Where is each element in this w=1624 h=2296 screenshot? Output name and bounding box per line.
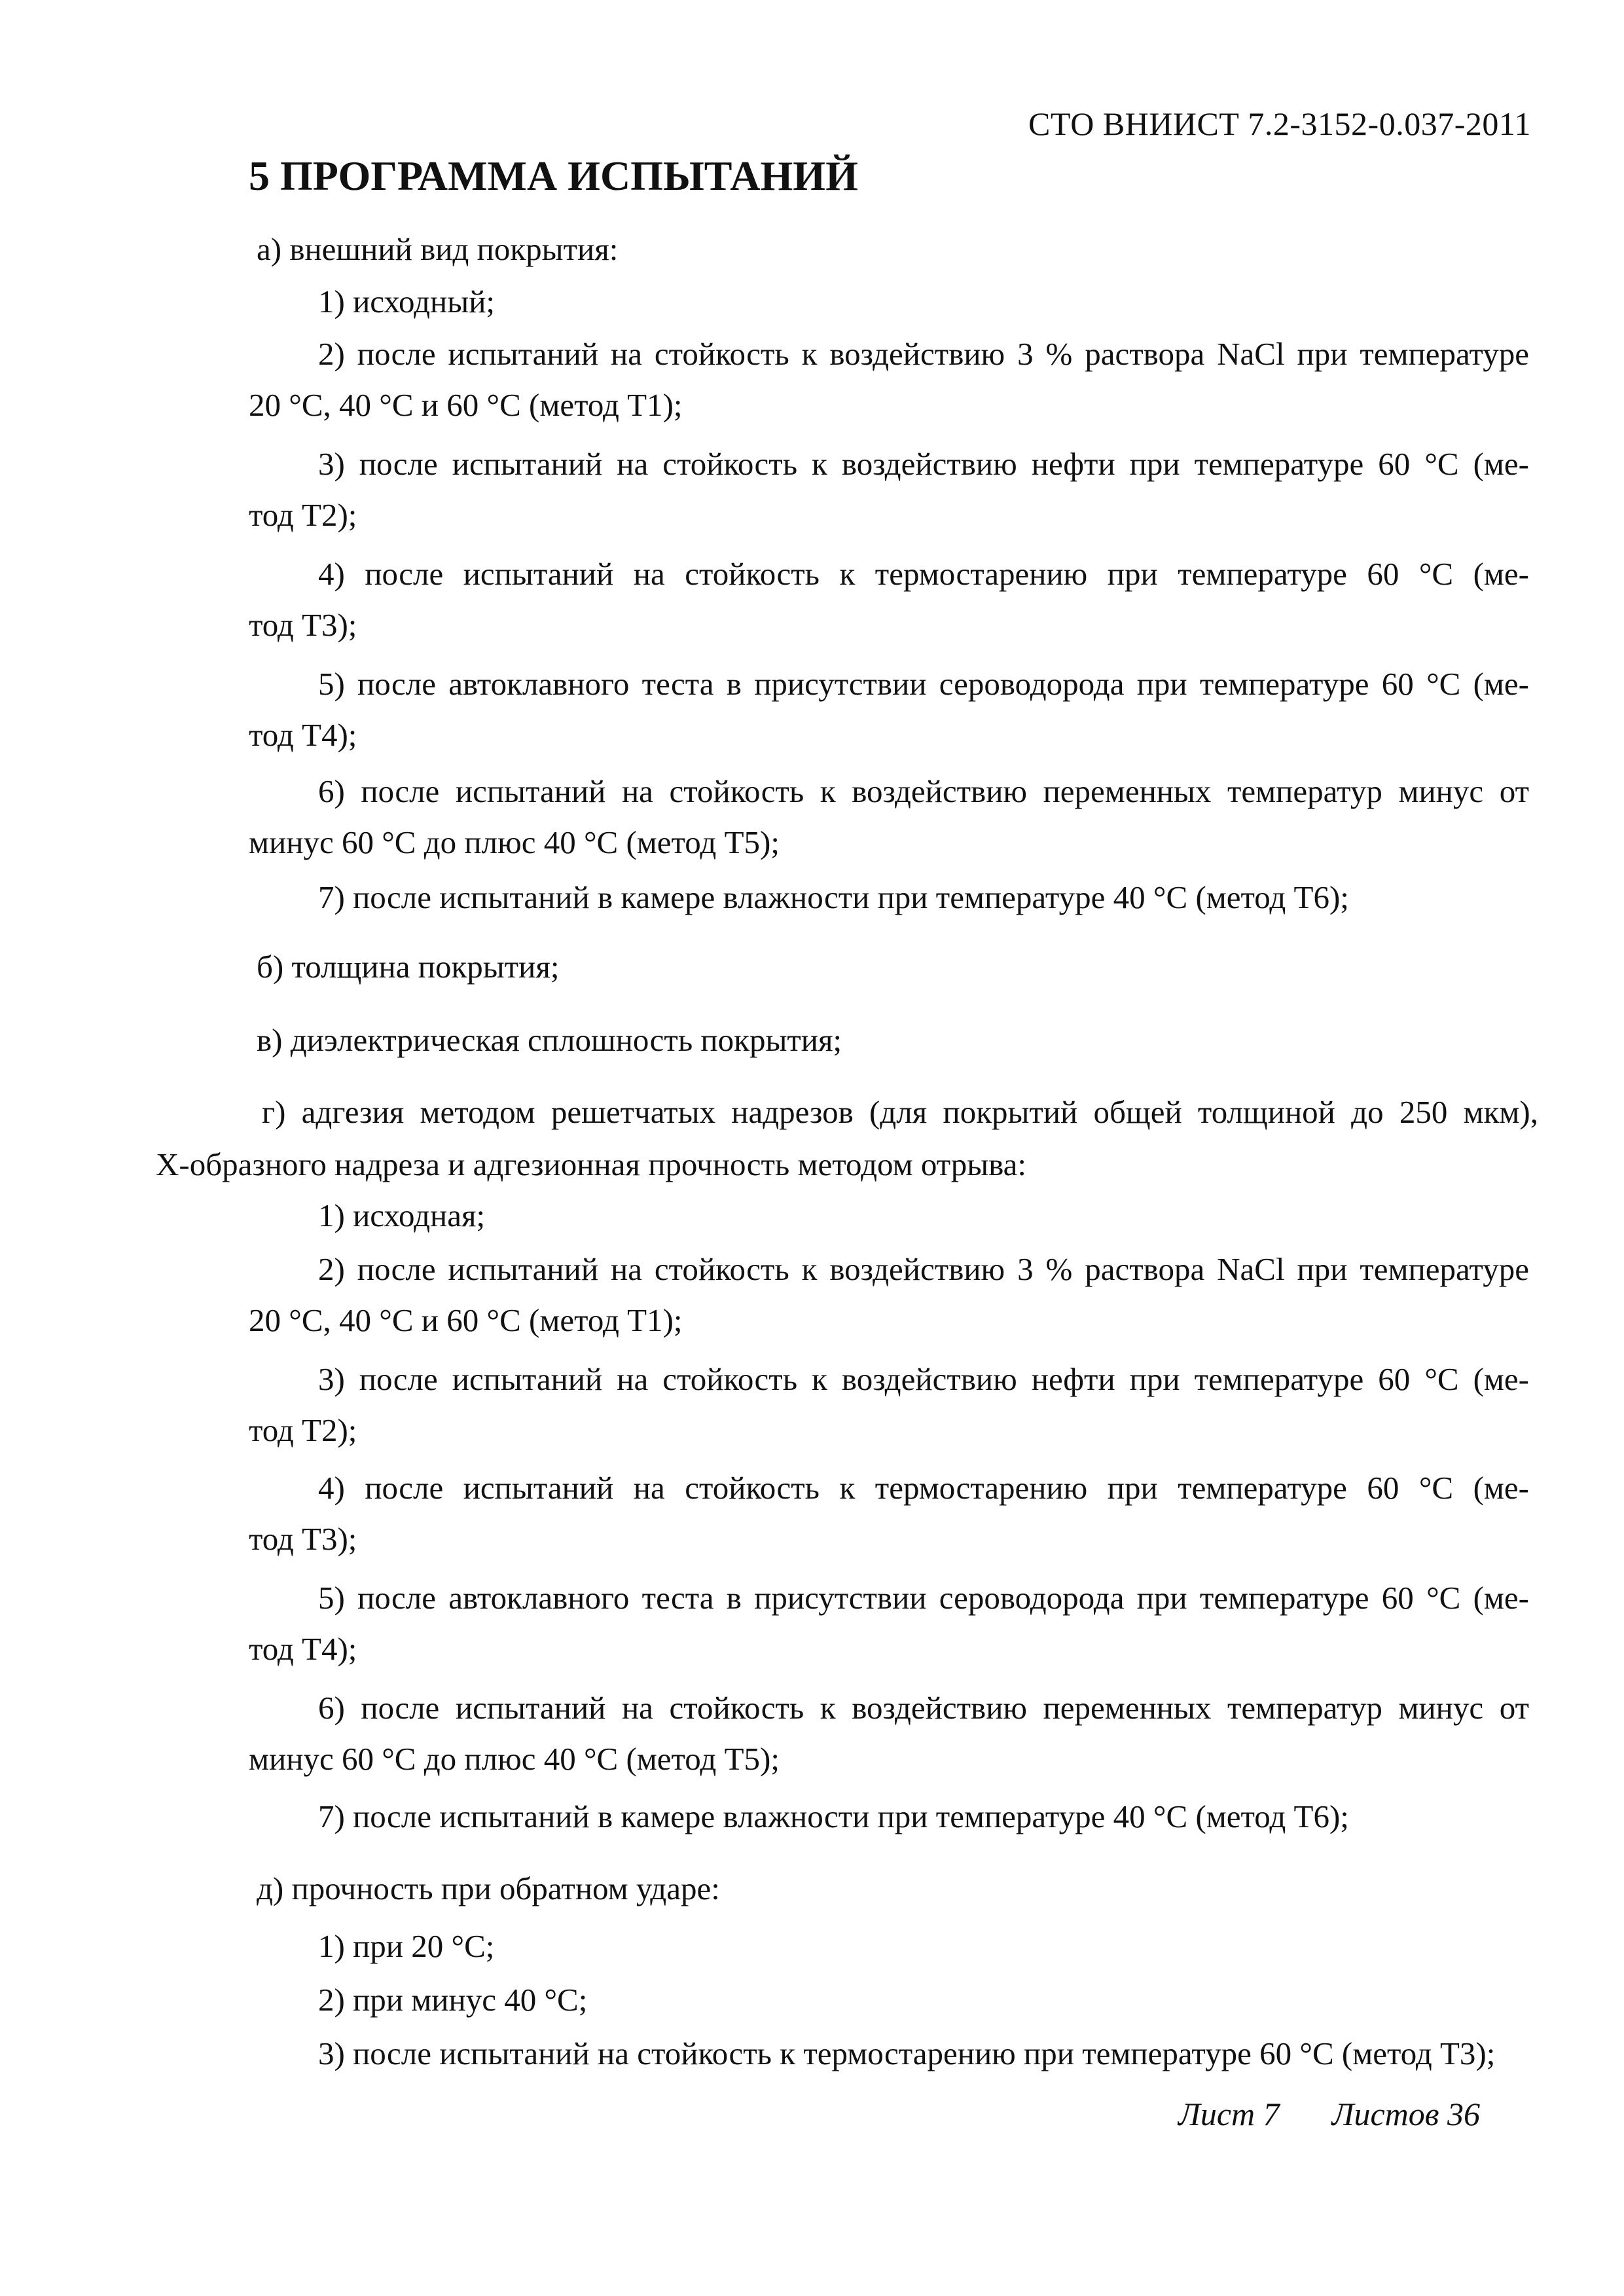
- item-g7: 7) после испытаний в камере влажности при температуре 40 °С (метод Т6);: [318, 1798, 1349, 1834]
- item-a3-line2: тод Т2);: [249, 497, 357, 533]
- item-b-label: б) толщина покрытия;: [257, 949, 560, 985]
- item-a6-line2: минус 60 °С до плюс 40 °С (метод Т5);: [249, 824, 780, 860]
- page-footer: [1178, 2095, 1480, 2133]
- item-g3-line1: 3) после испытаний на стойкость к воздействию нефти при температуре 60 °С (ме-: [318, 1361, 1529, 1397]
- item-a-label: а) внешний вид покрытия:: [257, 231, 619, 267]
- item-g5-line2: тод Т4);: [249, 1631, 357, 1667]
- item-v-label: в) диэлектрическая сплошность покрытия;: [257, 1022, 842, 1058]
- item-g2-line2: 20 °С, 40 °С и 60 °С (метод Т1);: [249, 1302, 683, 1338]
- item-d-label: д) прочность при обратном ударе:: [257, 1870, 720, 1906]
- item-g-line2: Х-образного надреза и адгезионная прочность методом отрыва:: [156, 1146, 1027, 1182]
- item-a5-line2: тод Т4);: [249, 717, 357, 753]
- item-a2-line1: 2) после испытаний на стойкость к воздействию 3 % раствора NaCl при температуре: [318, 336, 1529, 372]
- item-a1: 1) исходный;: [318, 283, 496, 319]
- item-d2: 2) при минус 40 °С;: [318, 1982, 588, 2018]
- item-g6-line2: минус 60 °С до плюс 40 °С (метод Т5);: [249, 1741, 780, 1777]
- item-a6-line1: 6) после испытаний на стойкость к воздействию переменных температур минус от: [318, 773, 1529, 809]
- item-g6-line1: 6) после испытаний на стойкость к воздействию переменных температур минус от: [318, 1690, 1529, 1726]
- sheets-total: Листов 36: [1331, 2096, 1480, 2132]
- item-a4-line1: 4) после испытаний на стойкость к термостарению при температуре 60 °С (ме-: [318, 556, 1529, 592]
- item-d3: 3) после испытаний на стойкость к термостарению при температуре 60 °С (метод Т3);: [318, 2035, 1496, 2071]
- item-g-line1: г) адгезия методом решетчатых надрезов (для покрытий общей толщиной до 250 мкм),: [262, 1094, 1538, 1130]
- item-g1: 1) исходная;: [318, 1197, 486, 1233]
- item-g4-line1: 4) после испытаний на стойкость к термостарению при температуре 60 °С (ме-: [318, 1470, 1529, 1506]
- item-a3-line1: 3) после испытаний на стойкость к воздействию нефти при температуре 60 °С (ме-: [318, 446, 1529, 482]
- sheet-number: Лист 7: [1178, 2096, 1280, 2132]
- item-g5-line1: 5) после автоклавного теста в присутствии сероводорода при температуре 60 °С (ме-: [318, 1580, 1529, 1616]
- item-a7: 7) после испытаний в камере влажности при температуре 40 °С (метод Т6);: [318, 879, 1349, 915]
- item-d1: 1) при 20 °С;: [318, 1928, 495, 1964]
- section-title: 5 ПРОГРАММА ИСПЫТАНИЙ: [249, 153, 858, 199]
- item-a5-line1: 5) после автоклавного теста в присутствии сероводорода при температуре 60 °С (ме-: [318, 666, 1529, 702]
- item-g2-line1: 2) после испытаний на стойкость к воздействию 3 % раствора NaCl при температуре: [318, 1251, 1529, 1287]
- item-a4-line2: тод Т3);: [249, 607, 357, 643]
- document-code: СТО ВНИИСТ 7.2-3152-0.037-2011: [1028, 105, 1531, 142]
- item-a2-line2: 20 °C, 40 °C и 60 °C (метод Т1);: [249, 387, 683, 423]
- item-g4-line2: тод Т3);: [249, 1521, 357, 1557]
- item-g3-line2: тод Т2);: [249, 1412, 357, 1448]
